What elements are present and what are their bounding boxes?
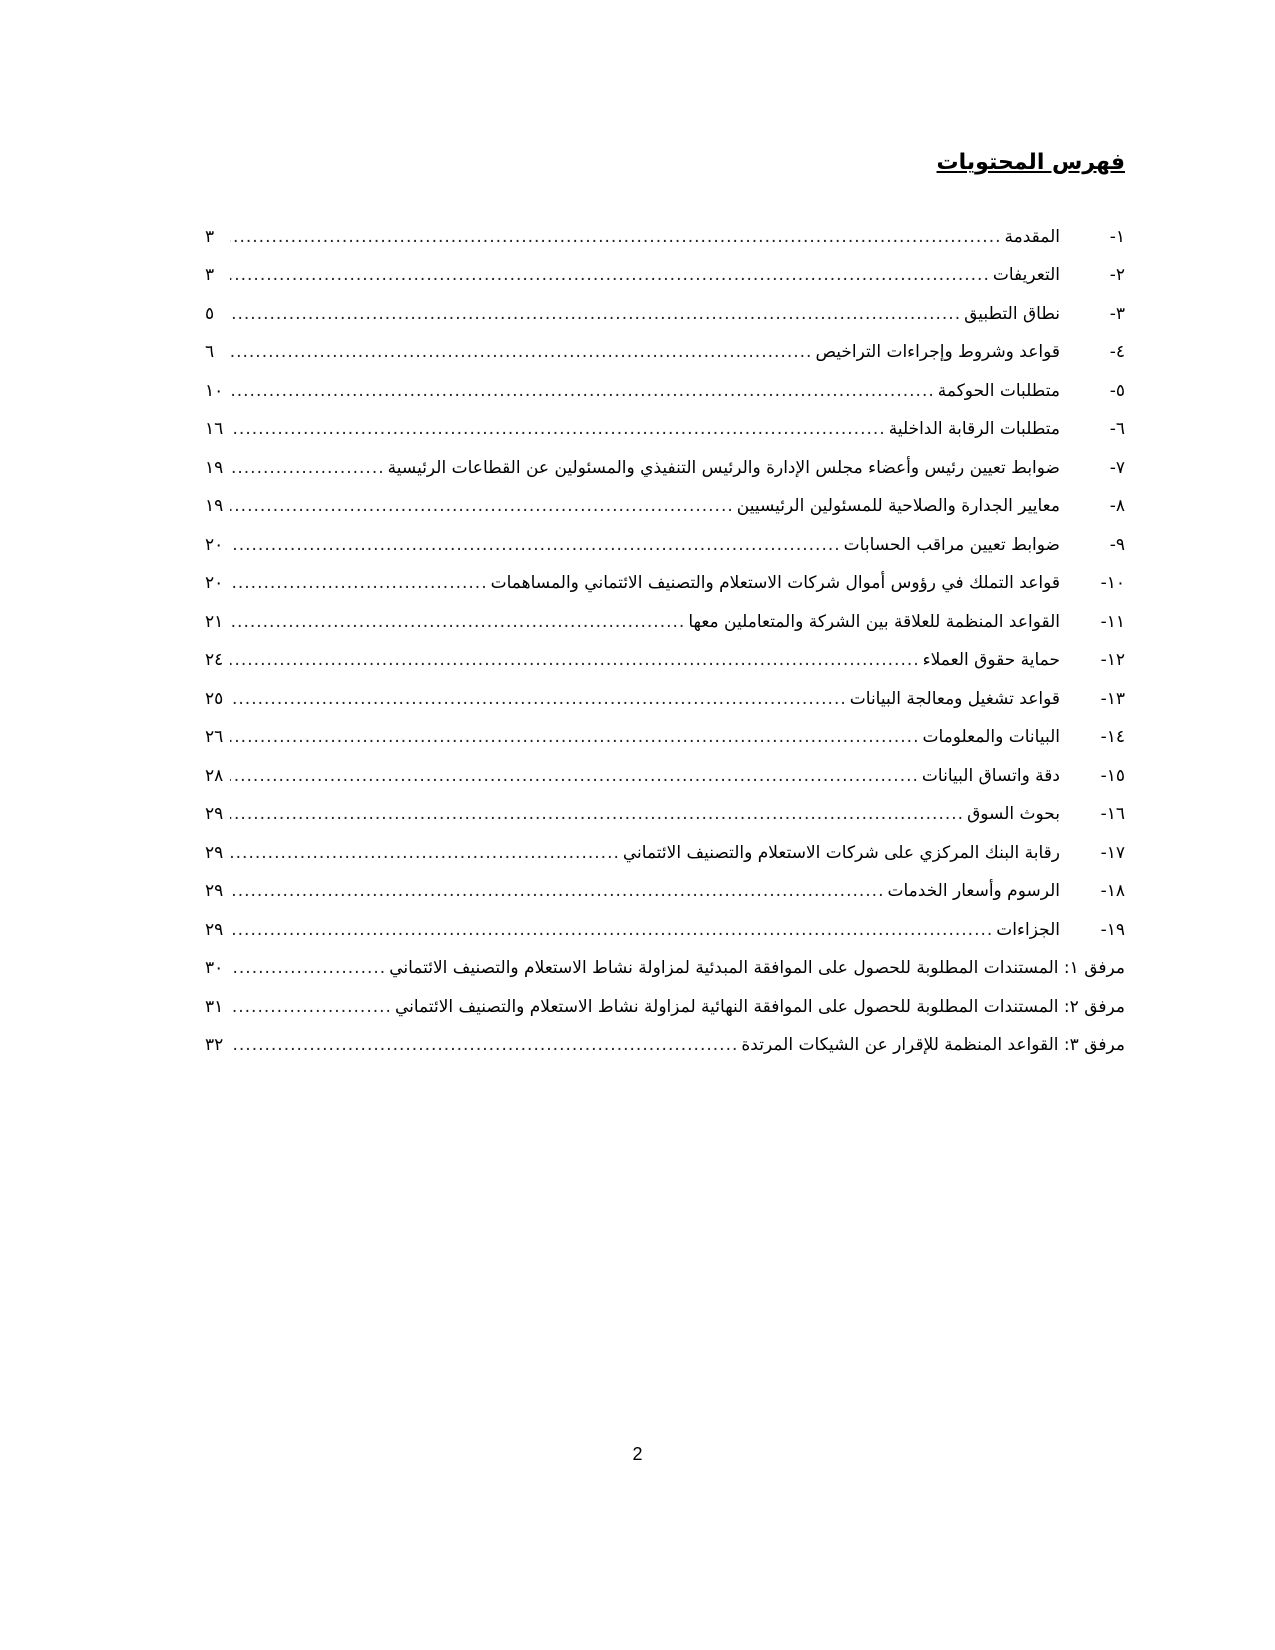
- toc-entry[interactable]: [205, 484, 1125, 523]
- toc-entry-label: بحوث السوق: [967, 804, 1060, 824]
- toc-entry[interactable]: [205, 522, 1125, 561]
- toc-entry-page: ٢٩: [205, 804, 224, 824]
- toc-entry-page: ٣: [205, 265, 215, 285]
- toc-entry-page: ٢٠: [205, 573, 224, 593]
- toc-entry-label: مرفق ٢: المستندات المطلوبة للحصول على الموافقة النهائية لمزاولة نشاط الاستعلام والتصنيف الائتماني: [394, 996, 1125, 1017]
- toc-entry-number: ١-: [1109, 226, 1125, 247]
- toc-entry-number: ١٩-: [1100, 919, 1125, 940]
- toc-entry-page: ١٠: [205, 380, 224, 401]
- toc-dot-leader: [230, 612, 685, 632]
- toc-entry-page: ٣٢: [205, 1035, 224, 1055]
- toc-dot-leader: [230, 843, 620, 863]
- toc-entry-page: ٣: [205, 226, 215, 247]
- toc-dot-leader: [230, 766, 919, 786]
- toc-entry-page: ٢٠: [205, 534, 224, 555]
- toc-entry[interactable]: [205, 407, 1125, 446]
- toc-dot-leader: [230, 342, 812, 362]
- toc-entry-page: ٢٤: [205, 650, 224, 670]
- toc-dot-leader: [230, 227, 1002, 247]
- toc-entry[interactable]: [205, 253, 1125, 292]
- toc-entry-number: ١٥-: [1100, 765, 1125, 786]
- toc-entry-page: ٢٦: [205, 727, 224, 747]
- toc-entry-label: مرفق ٣: القواعد المنظمة للإقرار عن الشيكات المرتدة: [741, 1035, 1125, 1055]
- toc-list: [205, 214, 1125, 1061]
- toc-entry-page: ٣٠: [205, 958, 224, 978]
- toc-entry-number: ١١-: [1100, 611, 1125, 632]
- toc-entry-number: ١٠-: [1100, 573, 1125, 593]
- toc-appendix-entry[interactable]: [205, 984, 1125, 1023]
- toc-entry-number: ٥-: [1109, 380, 1125, 401]
- toc-dot-leader: [230, 920, 993, 940]
- toc-dot-leader: [230, 304, 961, 324]
- toc-entry[interactable]: [205, 715, 1125, 754]
- toc-entry-label: الرسوم وأسعار الخدمات: [887, 881, 1060, 901]
- toc-dot-leader: [230, 265, 990, 285]
- toc-entry-page: ٢٩: [205, 881, 224, 901]
- toc-entry[interactable]: [205, 792, 1125, 831]
- toc-entry[interactable]: [205, 561, 1125, 600]
- toc-entry-number: ١٢-: [1100, 650, 1125, 670]
- toc-entry[interactable]: [205, 753, 1125, 792]
- toc-entry-number: ٤-: [1109, 342, 1125, 362]
- toc-entry[interactable]: [205, 445, 1125, 484]
- toc-entry-label: متطلبات الرقابة الداخلية: [888, 419, 1060, 439]
- toc-entry-label: المقدمة: [1004, 226, 1060, 247]
- toc-entry-label: مرفق ١: المستندات المطلوبة للحصول على الموافقة المبدئية لمزاولة نشاط الاستعلام والتصنيف الائتماني: [389, 958, 1125, 978]
- toc-entry-number: ١٤-: [1100, 727, 1125, 747]
- toc-entry-label: نطاق التطبيق: [964, 303, 1060, 324]
- toc-entry[interactable]: [205, 214, 1125, 253]
- toc-dot-leader: [230, 650, 920, 670]
- toc-entry-label: قواعد التملك في رؤوس أموال شركات الاستعلام والتصنيف الائتماني والمساهمات: [490, 573, 1060, 593]
- toc-appendix-entry[interactable]: [205, 946, 1125, 985]
- toc-entry-number: ٦-: [1109, 419, 1125, 439]
- toc-dot-leader: [230, 804, 964, 824]
- toc-dot-leader: [230, 689, 847, 709]
- toc-entry-label: قواعد تشغيل ومعالجة البيانات: [849, 688, 1060, 709]
- toc-entry-number: ١٧-: [1100, 842, 1125, 863]
- toc-title: فهرس المحتويات: [936, 150, 1125, 175]
- toc-entry[interactable]: [205, 368, 1125, 407]
- toc-entry-page: ١٩: [205, 496, 224, 516]
- toc-entry-number: ٨-: [1109, 496, 1125, 516]
- toc-dot-leader: [230, 458, 385, 478]
- toc-entry-label: دقة واتساق البيانات: [921, 765, 1060, 786]
- toc-entry-number: ١٦-: [1100, 804, 1125, 824]
- toc-entry[interactable]: [205, 830, 1125, 869]
- toc-dot-leader: [230, 496, 734, 516]
- toc-dot-leader: [230, 727, 919, 747]
- toc-entry-label: الجزاءات: [996, 919, 1060, 940]
- toc-entry[interactable]: [205, 638, 1125, 677]
- toc-entry-page: ٢٥: [205, 688, 224, 709]
- toc-entry-page: ٦: [205, 342, 215, 362]
- toc-entry-page: ٢١: [205, 611, 224, 632]
- toc-entry[interactable]: [205, 330, 1125, 369]
- toc-dot-leader: [230, 419, 886, 439]
- toc-entry-label: البيانات والمعلومات: [922, 727, 1060, 747]
- toc-entry-number: ٩-: [1109, 534, 1125, 555]
- toc-dot-leader: [230, 881, 885, 901]
- toc-entry-label: القواعد المنظمة للعلاقة بين الشركة والمتعاملين معها: [688, 611, 1060, 632]
- toc-entry-number: ٢-: [1109, 265, 1125, 285]
- toc-entry-label: رقابة البنك المركزي على شركات الاستعلام والتصنيف الائتماني: [622, 842, 1060, 863]
- toc-entry-page: ٥: [205, 303, 215, 324]
- toc-entry-label: حماية حقوق العملاء: [922, 650, 1060, 670]
- toc-entry-number: ١٨-: [1100, 881, 1125, 901]
- toc-entry-label: متطلبات الحوكمة: [937, 380, 1060, 401]
- toc-dot-leader: [230, 958, 386, 978]
- toc-entry-page: ٣١: [205, 996, 224, 1017]
- page-number: 2: [632, 1444, 643, 1464]
- toc-entry-label: ضوابط تعيين مراقب الحسابات: [843, 534, 1060, 555]
- toc-dot-leader: [230, 381, 935, 401]
- toc-entry[interactable]: [205, 907, 1125, 946]
- toc-dot-leader: [230, 535, 841, 555]
- toc-dot-leader: [230, 573, 488, 593]
- toc-appendix-entry[interactable]: [205, 1023, 1125, 1062]
- toc-entry-page: ١٩: [205, 457, 224, 478]
- toc-entry-page: ٢٩: [205, 919, 224, 940]
- toc-entry-label: التعريفات: [992, 265, 1060, 285]
- toc-dot-leader: [230, 997, 392, 1017]
- toc-entry-label: معايير الجدارة والصلاحية للمسئولين الرئيسيين: [736, 496, 1060, 516]
- toc-entry-number: ٣-: [1109, 303, 1125, 324]
- toc-entry[interactable]: [205, 599, 1125, 638]
- toc-entry-label: ضوابط تعيين رئيس وأعضاء مجلس الإدارة والرئيس التنفيذي والمسئولين عن القطاعات الرئيسية: [387, 457, 1060, 478]
- toc-entry[interactable]: [205, 869, 1125, 908]
- toc-entry-page: ٢٩: [205, 842, 224, 863]
- toc-entry-label: قواعد وشروط وإجراءات التراخيص: [815, 342, 1060, 362]
- toc-entry[interactable]: [205, 676, 1125, 715]
- toc-entry[interactable]: [205, 291, 1125, 330]
- toc-entry-page: ٢٨: [205, 765, 224, 786]
- toc-entry-page: ١٦: [205, 419, 224, 439]
- toc-entry-number: ١٣-: [1100, 688, 1125, 709]
- toc-entry-number: ٧-: [1109, 457, 1125, 478]
- toc-dot-leader: [230, 1035, 738, 1055]
